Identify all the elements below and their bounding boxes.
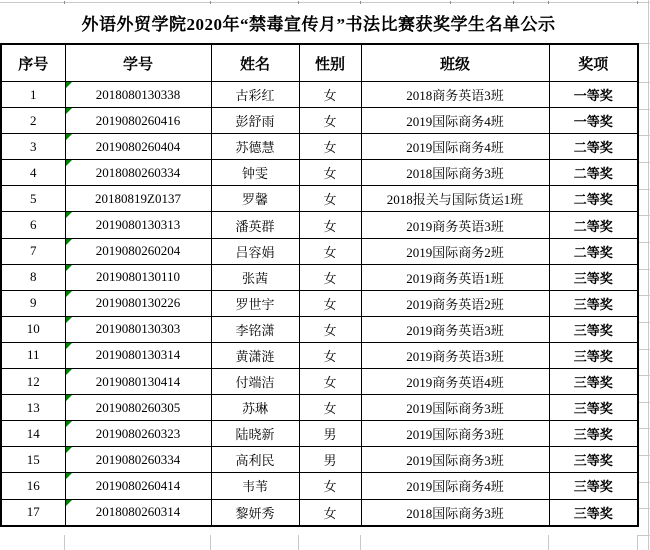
table-row bbox=[1, 212, 638, 238]
cell-no[interactable]: 7 bbox=[1, 238, 65, 264]
student-id-text: 2019080130110 bbox=[95, 269, 181, 285]
student-id-text: 2019080130313 bbox=[95, 217, 181, 233]
cell-award[interactable]: 二等奖 bbox=[549, 238, 638, 264]
cell-award[interactable]: 三等奖 bbox=[549, 421, 638, 447]
cell-no[interactable]: 11 bbox=[1, 342, 65, 368]
cell-name[interactable]: 钟雯 bbox=[211, 160, 299, 186]
cell-class[interactable]: 2019国际商务2班 bbox=[361, 238, 549, 264]
cell-student-id[interactable] bbox=[65, 134, 211, 160]
student-id-text: 2019080260305 bbox=[95, 399, 181, 415]
gridline bbox=[548, 535, 549, 550]
cell-no[interactable]: 15 bbox=[1, 447, 65, 473]
gridline bbox=[637, 1, 638, 4]
number-stored-as-text-flag-icon bbox=[66, 160, 72, 166]
cell-name[interactable]: 张茜 bbox=[211, 264, 299, 290]
cell-no[interactable]: 17 bbox=[1, 499, 65, 526]
column-header-name[interactable]: 姓名 bbox=[211, 44, 299, 82]
cell-class[interactable]: 2019商务英语2班 bbox=[361, 290, 549, 316]
number-stored-as-text-flag-icon bbox=[66, 473, 72, 479]
cell-award[interactable]: 三等奖 bbox=[549, 369, 638, 395]
cell-class[interactable]: 2019国际商务3班 bbox=[361, 421, 549, 447]
cell-gender[interactable]: 女 bbox=[299, 499, 361, 526]
cell-gender[interactable]: 女 bbox=[299, 238, 361, 264]
cell-no[interactable]: 2 bbox=[1, 108, 65, 134]
student-id-text: 2019080260404 bbox=[95, 138, 181, 154]
cell-no[interactable]: 14 bbox=[1, 421, 65, 447]
cell-award[interactable]: 三等奖 bbox=[549, 447, 638, 473]
table-row bbox=[1, 342, 638, 368]
cell-student-id[interactable] bbox=[65, 160, 211, 186]
number-stored-as-text-flag-icon bbox=[66, 108, 72, 114]
cell-name[interactable]: 古彩红 bbox=[211, 82, 299, 108]
number-stored-as-text-flag-icon bbox=[66, 265, 72, 271]
cell-class[interactable]: 2019国际商务3班 bbox=[361, 447, 549, 473]
cell-gender[interactable]: 女 bbox=[299, 369, 361, 395]
cell-no[interactable]: 10 bbox=[1, 316, 65, 342]
cell-student-id[interactable] bbox=[65, 238, 211, 264]
cell-award[interactable]: 三等奖 bbox=[549, 264, 638, 290]
cell-no[interactable]: 4 bbox=[1, 160, 65, 186]
cell-award[interactable]: 三等奖 bbox=[549, 395, 638, 421]
cell-class[interactable]: 2018国际商务3班 bbox=[361, 499, 549, 526]
cell-no[interactable]: 8 bbox=[1, 264, 65, 290]
table-row bbox=[1, 421, 638, 447]
cell-gender[interactable]: 女 bbox=[299, 290, 361, 316]
cell-no[interactable]: 13 bbox=[1, 395, 65, 421]
table-row bbox=[1, 160, 638, 186]
cell-name[interactable]: 黎妍秀 bbox=[211, 499, 299, 526]
student-id-text: 2019080260323 bbox=[95, 425, 181, 441]
number-stored-as-text-flag-icon bbox=[66, 421, 72, 427]
table-row bbox=[1, 316, 638, 342]
student-id-text: 2018080260334 bbox=[95, 164, 181, 180]
cell-student-id[interactable] bbox=[65, 186, 211, 212]
cell-class[interactable]: 2018报关与国际货运1班 bbox=[361, 186, 549, 212]
cell-award[interactable]: 一等奖 bbox=[549, 108, 638, 134]
cell-gender[interactable]: 男 bbox=[299, 421, 361, 447]
cell-class[interactable]: 2019国际商务4班 bbox=[361, 134, 549, 160]
column-header-class[interactable]: 班级 bbox=[361, 44, 549, 82]
table-row bbox=[1, 290, 638, 316]
cell-student-id[interactable] bbox=[65, 395, 211, 421]
table-row bbox=[1, 447, 638, 473]
cell-class[interactable]: 2019国际商务4班 bbox=[361, 473, 549, 499]
number-stored-as-text-flag-icon bbox=[66, 343, 72, 349]
cell-no[interactable]: 5 bbox=[1, 186, 65, 212]
cell-student-id[interactable] bbox=[65, 447, 211, 473]
cell-name[interactable]: 李铭潇 bbox=[211, 316, 299, 342]
cell-award[interactable]: 三等奖 bbox=[549, 342, 638, 368]
awards-table bbox=[0, 43, 639, 527]
table-row bbox=[1, 395, 638, 421]
column-header-gender[interactable]: 性别 bbox=[299, 44, 361, 82]
cell-name[interactable]: 罗馨 bbox=[211, 186, 299, 212]
number-stored-as-text-flag-icon bbox=[66, 134, 72, 140]
cell-name[interactable]: 陆晓新 bbox=[211, 421, 299, 447]
number-stored-as-text-flag-icon bbox=[66, 500, 72, 506]
number-stored-as-text-flag-icon bbox=[66, 395, 72, 401]
number-stored-as-text-flag-icon bbox=[66, 447, 72, 453]
cell-student-id[interactable] bbox=[65, 212, 211, 238]
column-header-no[interactable]: 序号 bbox=[1, 44, 65, 82]
cell-award[interactable]: 二等奖 bbox=[549, 212, 638, 238]
cell-no[interactable]: 6 bbox=[1, 212, 65, 238]
cell-name[interactable]: 付端洁 bbox=[211, 369, 299, 395]
cell-name[interactable]: 吕容娟 bbox=[211, 238, 299, 264]
table-row bbox=[1, 473, 638, 499]
number-stored-as-text-flag-icon bbox=[66, 239, 72, 245]
cell-student-id[interactable] bbox=[65, 369, 211, 395]
student-id-text: 2019080130226 bbox=[95, 295, 181, 311]
cell-student-id[interactable] bbox=[65, 316, 211, 342]
table-row bbox=[1, 499, 638, 526]
cell-class[interactable]: 2019商务英语3班 bbox=[361, 316, 549, 342]
student-id-text: 2019080260204 bbox=[95, 243, 181, 259]
cell-award[interactable]: 一等奖 bbox=[549, 82, 638, 108]
gridline bbox=[637, 535, 650, 536]
column-header-award[interactable]: 奖项 bbox=[549, 44, 638, 82]
gridline bbox=[64, 535, 65, 550]
student-id-text: 2019080260334 bbox=[95, 451, 181, 467]
cell-name[interactable]: 高利民 bbox=[211, 447, 299, 473]
gridline bbox=[210, 535, 211, 550]
cell-student-id[interactable] bbox=[65, 290, 211, 316]
header-row bbox=[1, 44, 638, 82]
student-id-text: 2018080260314 bbox=[95, 504, 181, 520]
cell-student-id[interactable] bbox=[65, 108, 211, 134]
cell-student-id[interactable] bbox=[65, 473, 211, 499]
cell-class[interactable]: 2019商务英语3班 bbox=[361, 342, 549, 368]
student-id-text: 2019080130314 bbox=[95, 347, 181, 363]
cell-gender[interactable]: 女 bbox=[299, 342, 361, 368]
student-id-text: 20180819Z0137 bbox=[95, 190, 181, 206]
cell-award[interactable]: 三等奖 bbox=[549, 473, 638, 499]
cell-gender[interactable]: 女 bbox=[299, 82, 361, 108]
cell-award[interactable]: 二等奖 bbox=[549, 160, 638, 186]
cell-award[interactable]: 三等奖 bbox=[549, 290, 638, 316]
table-row bbox=[1, 108, 638, 134]
number-stored-as-text-flag-icon bbox=[66, 369, 72, 375]
gridline bbox=[360, 535, 361, 550]
cell-class[interactable]: 2019商务英语1班 bbox=[361, 264, 549, 290]
number-stored-as-text-flag-icon bbox=[66, 291, 72, 297]
student-id-text: 2019080130414 bbox=[95, 373, 181, 389]
number-stored-as-text-flag-icon bbox=[66, 317, 72, 323]
table-row bbox=[1, 186, 638, 212]
cell-gender[interactable]: 女 bbox=[299, 264, 361, 290]
cell-class[interactable]: 2019商务英语4班 bbox=[361, 369, 549, 395]
page-title[interactable]: 外语外贸学院2020年“禁毒宣传月”书法比赛获奖学生名单公示 bbox=[81, 15, 556, 34]
cell-no[interactable]: 3 bbox=[1, 134, 65, 160]
cell-gender[interactable]: 女 bbox=[299, 108, 361, 134]
student-id-text: 2019080260416 bbox=[95, 112, 181, 128]
cell-no[interactable]: 16 bbox=[1, 473, 65, 499]
cell-gender[interactable]: 女 bbox=[299, 473, 361, 499]
student-id-text: 2019080130303 bbox=[95, 321, 181, 337]
table-row bbox=[1, 369, 638, 395]
cell-gender[interactable]: 女 bbox=[299, 316, 361, 342]
cell-no[interactable]: 9 bbox=[1, 290, 65, 316]
table-row bbox=[1, 264, 638, 290]
cell-name[interactable]: 彭舒雨 bbox=[211, 108, 299, 134]
cell-name[interactable]: 苏德慧 bbox=[211, 134, 299, 160]
gridline bbox=[637, 535, 638, 550]
cell-name[interactable]: 韦苇 bbox=[211, 473, 299, 499]
column-header-student-id[interactable]: 学号 bbox=[65, 44, 211, 82]
cell-class[interactable]: 2019商务英语3班 bbox=[361, 212, 549, 238]
cell-student-id[interactable] bbox=[65, 499, 211, 526]
cell-name[interactable]: 苏琳 bbox=[211, 395, 299, 421]
cell-gender[interactable]: 女 bbox=[299, 160, 361, 186]
cell-award[interactable]: 三等奖 bbox=[549, 316, 638, 342]
cell-name[interactable]: 黄潇涟 bbox=[211, 342, 299, 368]
student-id-text: 2019080260414 bbox=[95, 477, 181, 493]
cell-name[interactable]: 罗世宇 bbox=[211, 290, 299, 316]
cell-student-id[interactable] bbox=[65, 342, 211, 368]
student-id-text: 2018080130338 bbox=[95, 86, 181, 102]
cell-class[interactable]: 2019国际商务4班 bbox=[361, 108, 549, 134]
number-stored-as-text-flag-icon bbox=[66, 212, 72, 218]
cell-student-id[interactable] bbox=[65, 82, 211, 108]
cell-gender[interactable]: 男 bbox=[299, 447, 361, 473]
cell-gender[interactable]: 女 bbox=[299, 212, 361, 238]
table-row bbox=[1, 134, 638, 160]
cell-student-id[interactable] bbox=[65, 264, 211, 290]
cell-student-id[interactable] bbox=[65, 421, 211, 447]
table-row bbox=[1, 238, 638, 264]
table-row bbox=[1, 82, 638, 108]
cell-gender[interactable]: 女 bbox=[299, 395, 361, 421]
number-stored-as-text-flag-icon bbox=[66, 82, 72, 88]
cell-gender[interactable]: 女 bbox=[299, 186, 361, 212]
cell-gender[interactable]: 女 bbox=[299, 134, 361, 160]
cell-award[interactable]: 二等奖 bbox=[549, 186, 638, 212]
cell-award[interactable]: 二等奖 bbox=[549, 134, 638, 160]
gridline bbox=[298, 535, 299, 550]
cell-no[interactable]: 12 bbox=[1, 369, 65, 395]
cell-name[interactable]: 潘英群 bbox=[211, 212, 299, 238]
cell-class[interactable]: 2018商务英语3班 bbox=[361, 82, 549, 108]
cell-no[interactable]: 1 bbox=[1, 82, 65, 108]
cell-class[interactable]: 2019国际商务3班 bbox=[361, 395, 549, 421]
cell-class[interactable]: 2018国际商务3班 bbox=[361, 160, 549, 186]
cell-award[interactable]: 三等奖 bbox=[549, 499, 638, 526]
